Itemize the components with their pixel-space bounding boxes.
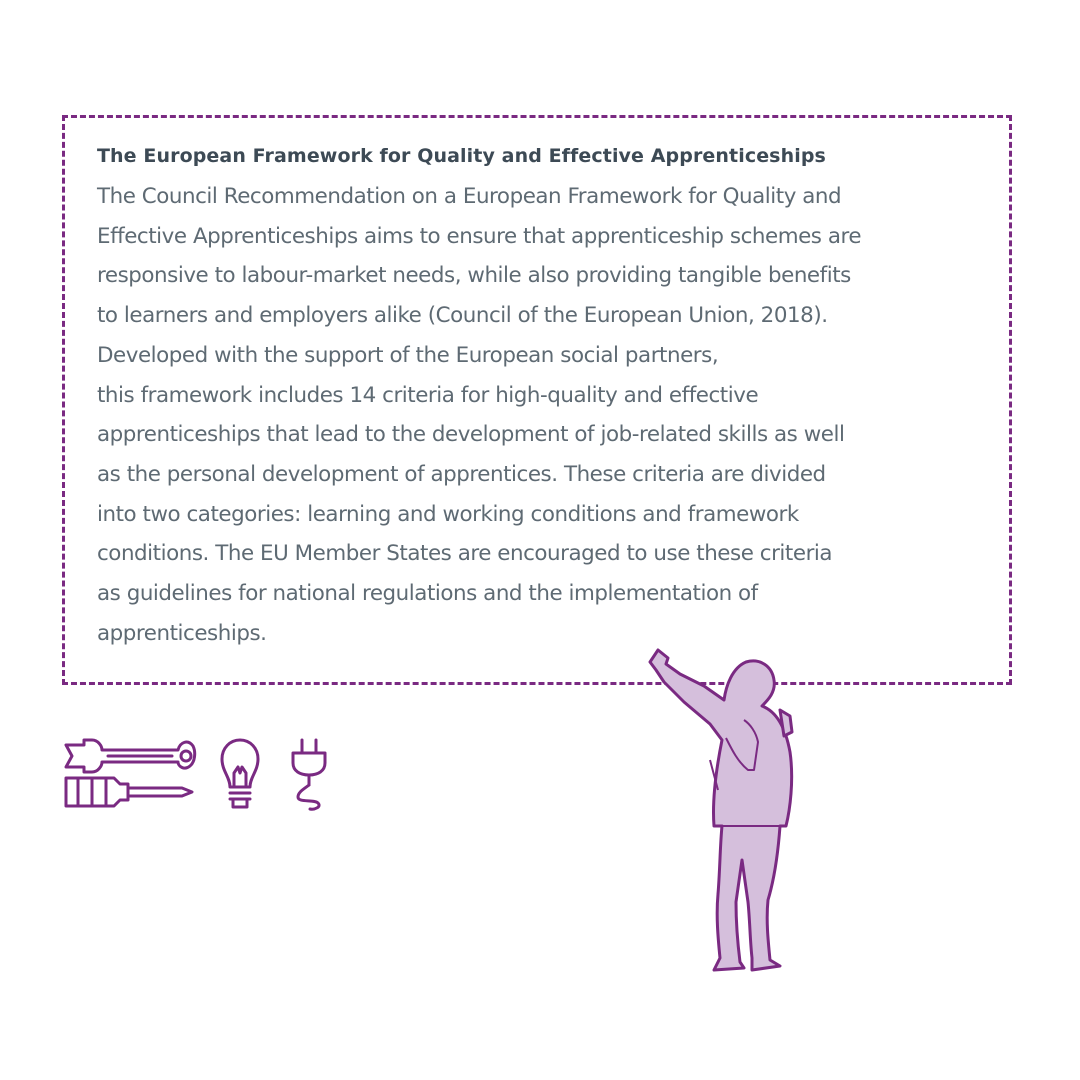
pointing-person-illustration (640, 640, 820, 980)
body-line: as the personal development of apprentices. These criteria are divided (97, 461, 826, 487)
body-line: responsive to labour-market needs, while also providing tangible benefits (97, 263, 851, 289)
box-body-text (97, 177, 987, 653)
plug-icon (288, 737, 334, 813)
body-line: The Council Recommendation on a European Framework for Quality and (97, 184, 842, 209)
body-line: this framework includes 14 criteria for high-quality and effective (97, 382, 759, 408)
body-line: apprenticeships that lead to the development of job-related skills as well (97, 422, 845, 448)
body-line: Developed with the support of the European social partners, (97, 342, 719, 368)
wrench-icon (62, 736, 197, 776)
body-line: into two categories: learning and working conditions and framework (97, 501, 799, 527)
body-line: to learners and employers alike (Council of the European Union, 2018). (97, 303, 828, 329)
body-line: Effective Apprenticeships aims to ensure that apprenticeship schemes are (97, 223, 862, 249)
body-line: as guidelines for national regulations and the implementation of (97, 581, 758, 607)
body-line: conditions. The EU Member States are encouraged to use these criteria (97, 541, 833, 567)
screwdriver-icon (62, 772, 197, 812)
lightbulb-icon (218, 737, 262, 813)
box-title: The European Framework for Quality and Effective Apprenticeships (97, 145, 826, 167)
body-line: apprenticeships. (97, 620, 267, 646)
